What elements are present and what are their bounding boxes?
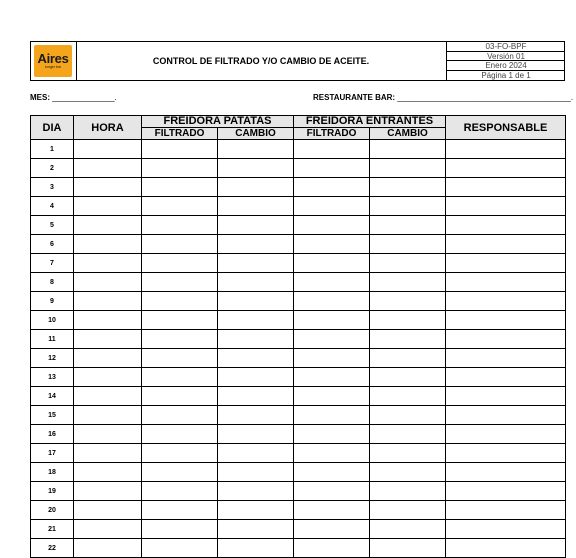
entrantes-cambio-cell[interactable] <box>370 330 446 349</box>
header-hora: HORA <box>74 116 142 140</box>
entrantes-cambio-cell[interactable] <box>370 387 446 406</box>
entrantes-filtrado-cell[interactable] <box>294 463 370 482</box>
table-row <box>31 197 566 216</box>
patatas-cambio-cell[interactable] <box>218 387 294 406</box>
patatas-cambio-cell[interactable] <box>218 330 294 349</box>
mes-label: MES: <box>30 93 50 102</box>
entrantes-cambio-cell[interactable] <box>370 216 446 235</box>
document-version: Versión 01 <box>447 52 565 62</box>
day-number: 1 <box>31 140 74 159</box>
mes-field[interactable] <box>30 93 117 102</box>
patatas-filtrado-cell[interactable] <box>142 444 218 463</box>
patatas-cambio-cell[interactable] <box>218 254 294 273</box>
responsable-cell[interactable] <box>446 463 566 482</box>
responsable-cell[interactable] <box>446 368 566 387</box>
day-number: 16 <box>31 425 74 444</box>
table-row <box>31 539 566 558</box>
patatas-cambio-cell[interactable] <box>218 425 294 444</box>
responsable-cell[interactable] <box>446 501 566 520</box>
responsable-cell[interactable] <box>446 330 566 349</box>
table-row <box>31 387 566 406</box>
patatas-cambio-cell[interactable] <box>218 292 294 311</box>
entrantes-cambio-cell[interactable] <box>370 235 446 254</box>
document-title: CONTROL DE FILTRADO Y/O CAMBIO DE ACEITE. <box>152 56 370 66</box>
hora-cell[interactable] <box>74 463 142 482</box>
table-row <box>31 235 566 254</box>
patatas-filtrado-cell[interactable] <box>142 539 218 558</box>
hora-cell[interactable] <box>74 311 142 330</box>
patatas-filtrado-cell[interactable] <box>142 311 218 330</box>
patatas-filtrado-cell[interactable] <box>142 178 218 197</box>
hora-cell[interactable] <box>74 482 142 501</box>
header-entrantes-filtrado: FILTRADO <box>294 128 370 140</box>
patatas-filtrado-cell[interactable] <box>142 292 218 311</box>
table-row <box>31 273 566 292</box>
table-row <box>31 406 566 425</box>
entrantes-cambio-cell[interactable] <box>370 539 446 558</box>
entrantes-filtrado-cell[interactable] <box>294 254 370 273</box>
entrantes-filtrado-cell[interactable] <box>294 273 370 292</box>
patatas-cambio-cell[interactable] <box>218 349 294 368</box>
responsable-cell[interactable] <box>446 159 566 178</box>
entrantes-cambio-cell[interactable] <box>370 444 446 463</box>
day-number: 18 <box>31 463 74 482</box>
hora-cell[interactable] <box>74 140 142 159</box>
responsable-cell[interactable] <box>446 311 566 330</box>
entrantes-filtrado-cell[interactable] <box>294 235 370 254</box>
responsable-cell[interactable] <box>446 349 566 368</box>
patatas-cambio-cell[interactable] <box>218 444 294 463</box>
responsable-cell[interactable] <box>446 292 566 311</box>
header-patatas-cambio: CAMBIO <box>218 128 294 140</box>
hora-cell[interactable] <box>74 406 142 425</box>
responsable-cell[interactable] <box>446 216 566 235</box>
header-entrantes-cambio: CAMBIO <box>370 128 446 140</box>
day-number: 12 <box>31 349 74 368</box>
table-row <box>31 216 566 235</box>
responsable-cell[interactable] <box>446 197 566 216</box>
patatas-filtrado-cell[interactable] <box>142 425 218 444</box>
patatas-filtrado-cell[interactable] <box>142 140 218 159</box>
document-page: Página 1 de 1 <box>481 70 531 80</box>
entrantes-filtrado-cell[interactable] <box>294 216 370 235</box>
patatas-filtrado-cell[interactable] <box>142 254 218 273</box>
hora-cell[interactable] <box>74 368 142 387</box>
day-number: 2 <box>31 159 74 178</box>
day-number: 17 <box>31 444 74 463</box>
entrantes-filtrado-cell[interactable] <box>294 197 370 216</box>
hora-cell[interactable] <box>74 216 142 235</box>
entrantes-filtrado-cell[interactable] <box>294 539 370 558</box>
patatas-filtrado-cell[interactable] <box>142 368 218 387</box>
hora-cell[interactable] <box>74 273 142 292</box>
hora-cell[interactable] <box>74 159 142 178</box>
mes-blank[interactable]: ______________. <box>52 93 117 102</box>
entrantes-filtrado-cell[interactable] <box>294 159 370 178</box>
responsable-cell[interactable] <box>446 482 566 501</box>
table-row <box>31 463 566 482</box>
responsable-cell[interactable] <box>446 235 566 254</box>
entrantes-cambio-cell[interactable] <box>370 406 446 425</box>
brand-logo <box>34 45 72 77</box>
entrantes-cambio-cell[interactable] <box>370 368 446 387</box>
restaurante-field[interactable] <box>313 93 573 102</box>
table-row <box>31 501 566 520</box>
entrantes-cambio-cell[interactable] <box>370 349 446 368</box>
table-row <box>31 159 566 178</box>
hora-cell[interactable] <box>74 178 142 197</box>
entrantes-cambio-cell[interactable] <box>370 520 446 539</box>
day-number: 5 <box>31 216 74 235</box>
entrantes-filtrado-cell[interactable] <box>294 406 370 425</box>
hora-cell[interactable] <box>74 444 142 463</box>
entrantes-filtrado-cell[interactable] <box>294 387 370 406</box>
hora-cell[interactable] <box>74 292 142 311</box>
oil-control-table <box>30 115 566 558</box>
patatas-cambio-cell[interactable] <box>218 140 294 159</box>
patatas-cambio-cell[interactable] <box>218 273 294 292</box>
day-number: 10 <box>31 311 74 330</box>
logo-tagline: burger bar <box>44 65 62 69</box>
patatas-filtrado-cell[interactable] <box>142 159 218 178</box>
document-header <box>30 41 565 81</box>
entrantes-cambio-cell[interactable] <box>370 273 446 292</box>
entrantes-filtrado-cell[interactable] <box>294 311 370 330</box>
patatas-filtrado-cell[interactable] <box>142 273 218 292</box>
hora-cell[interactable] <box>74 387 142 406</box>
entrantes-cambio-cell[interactable] <box>370 197 446 216</box>
day-number: 13 <box>31 368 74 387</box>
day-number: 22 <box>31 539 74 558</box>
patatas-filtrado-cell[interactable] <box>142 406 218 425</box>
entrantes-cambio-cell[interactable] <box>370 159 446 178</box>
restaurante-label: RESTAURANTE BAR: <box>313 93 396 102</box>
table-row <box>31 425 566 444</box>
entrantes-filtrado-cell[interactable] <box>294 501 370 520</box>
patatas-cambio-cell[interactable] <box>218 501 294 520</box>
day-number: 4 <box>31 197 74 216</box>
patatas-cambio-cell[interactable] <box>218 197 294 216</box>
hora-cell[interactable] <box>74 197 142 216</box>
hora-cell[interactable] <box>74 330 142 349</box>
table-row <box>31 368 566 387</box>
entrantes-cambio-cell[interactable] <box>370 178 446 197</box>
patatas-filtrado-cell[interactable] <box>142 235 218 254</box>
patatas-filtrado-cell[interactable] <box>142 349 218 368</box>
day-number: 3 <box>31 178 74 197</box>
responsable-cell[interactable] <box>446 273 566 292</box>
responsable-cell[interactable] <box>446 520 566 539</box>
document-date: Enero 2024 <box>447 61 565 71</box>
day-number: 7 <box>31 254 74 273</box>
responsable-cell[interactable] <box>446 178 566 197</box>
table-row <box>31 140 566 159</box>
hora-cell[interactable] <box>74 425 142 444</box>
entrantes-cambio-cell[interactable] <box>370 292 446 311</box>
patatas-cambio-cell[interactable] <box>218 311 294 330</box>
table-row <box>31 254 566 273</box>
entrantes-filtrado-cell[interactable] <box>294 368 370 387</box>
day-number: 21 <box>31 520 74 539</box>
entrantes-filtrado-cell[interactable] <box>294 178 370 197</box>
patatas-cambio-cell[interactable] <box>218 368 294 387</box>
responsable-cell[interactable] <box>446 444 566 463</box>
day-number: 9 <box>31 292 74 311</box>
responsable-cell[interactable] <box>446 387 566 406</box>
responsable-cell[interactable] <box>446 425 566 444</box>
responsable-cell[interactable] <box>446 140 566 159</box>
entrantes-filtrado-cell[interactable] <box>294 349 370 368</box>
day-number: 19 <box>31 482 74 501</box>
patatas-cambio-cell[interactable] <box>218 463 294 482</box>
day-number: 15 <box>31 406 74 425</box>
header-freidora-patatas: FREIDORA PATATAS <box>142 116 294 128</box>
entrantes-cambio-cell[interactable] <box>370 254 446 273</box>
patatas-filtrado-cell[interactable] <box>142 330 218 349</box>
hora-cell[interactable] <box>74 501 142 520</box>
patatas-filtrado-cell[interactable] <box>142 501 218 520</box>
table-row <box>31 520 566 539</box>
entrantes-filtrado-cell[interactable] <box>294 444 370 463</box>
entrantes-filtrado-cell[interactable] <box>294 425 370 444</box>
day-number: 14 <box>31 387 74 406</box>
day-number: 11 <box>31 330 74 349</box>
entrantes-cambio-cell[interactable] <box>370 425 446 444</box>
logo-brand-name: Aires <box>37 51 69 66</box>
entrantes-cambio-cell[interactable] <box>370 482 446 501</box>
day-number: 8 <box>31 273 74 292</box>
entrantes-cambio-cell[interactable] <box>370 311 446 330</box>
logo-cell <box>31 42 77 80</box>
responsable-cell[interactable] <box>446 254 566 273</box>
patatas-filtrado-cell[interactable] <box>142 387 218 406</box>
entrantes-cambio-cell[interactable] <box>370 463 446 482</box>
entrantes-cambio-cell[interactable] <box>370 501 446 520</box>
table-row <box>31 482 566 501</box>
patatas-cambio-cell[interactable] <box>218 520 294 539</box>
patatas-filtrado-cell[interactable] <box>142 520 218 539</box>
document-metadata <box>446 42 565 80</box>
patatas-cambio-cell[interactable] <box>218 235 294 254</box>
table-row <box>31 178 566 197</box>
entrantes-cambio-cell[interactable] <box>370 140 446 159</box>
hora-cell[interactable] <box>74 235 142 254</box>
hora-cell[interactable] <box>74 539 142 558</box>
entrantes-filtrado-cell[interactable] <box>294 520 370 539</box>
hora-cell[interactable] <box>74 520 142 539</box>
table-row <box>31 330 566 349</box>
table-row <box>31 292 566 311</box>
header-responsable: RESPONSABLE <box>446 116 566 140</box>
entrantes-filtrado-cell[interactable] <box>294 330 370 349</box>
patatas-cambio-cell[interactable] <box>218 406 294 425</box>
patatas-cambio-cell[interactable] <box>218 539 294 558</box>
restaurante-blank[interactable]: _______________________________________. <box>397 93 574 102</box>
table-row <box>31 311 566 330</box>
header-patatas-filtrado: FILTRADO <box>142 128 218 140</box>
day-number: 20 <box>31 501 74 520</box>
table-body <box>31 140 566 558</box>
responsable-cell[interactable] <box>446 406 566 425</box>
patatas-cambio-cell[interactable] <box>218 178 294 197</box>
patatas-filtrado-cell[interactable] <box>142 197 218 216</box>
header-freidora-entrantes: FREIDORA ENTRANTES <box>294 116 446 128</box>
header-dia: DIA <box>31 116 74 140</box>
entrantes-filtrado-cell[interactable] <box>294 140 370 159</box>
document-code: 03-FO-BPF <box>447 42 565 52</box>
hora-cell[interactable] <box>74 349 142 368</box>
patatas-cambio-cell[interactable] <box>218 216 294 235</box>
patatas-cambio-cell[interactable] <box>218 159 294 178</box>
entrantes-filtrado-cell[interactable] <box>294 292 370 311</box>
patatas-filtrado-cell[interactable] <box>142 463 218 482</box>
hora-cell[interactable] <box>74 254 142 273</box>
patatas-cambio-cell[interactable] <box>218 482 294 501</box>
table-row <box>31 349 566 368</box>
day-number: 6 <box>31 235 74 254</box>
entrantes-filtrado-cell[interactable] <box>294 482 370 501</box>
patatas-filtrado-cell[interactable] <box>142 216 218 235</box>
responsable-cell[interactable] <box>446 539 566 558</box>
table-row <box>31 444 566 463</box>
patatas-filtrado-cell[interactable] <box>142 482 218 501</box>
